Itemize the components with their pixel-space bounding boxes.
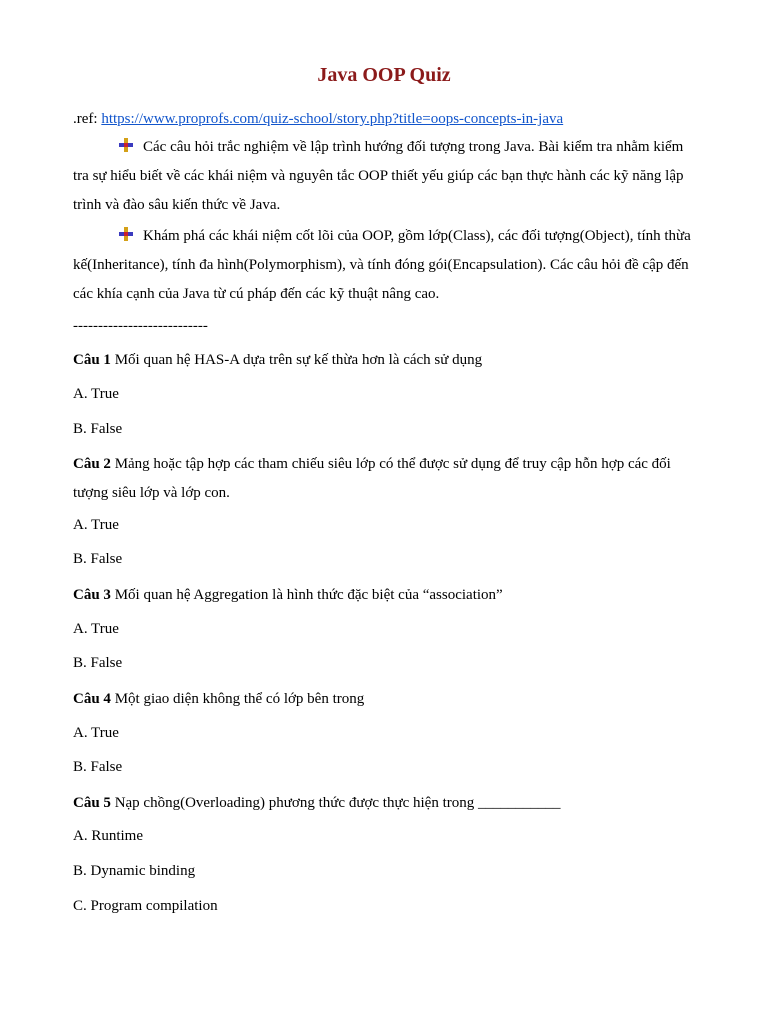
reference-link[interactable]: https://www.proprofs.com/quiz-school/story.php?title=oops-concepts-in-java [101, 111, 564, 127]
separator: --------------------------- [73, 318, 208, 334]
option-1a: A. True [73, 386, 119, 402]
option-4b: B. False [73, 759, 123, 775]
question-label: Câu 5 [73, 795, 111, 811]
question-label: Câu 2 [73, 456, 111, 472]
intro-text-2: Khám phá các khái niệm cốt lõi của OOP, gồm lớp(Class), các đối tượng(Object), tính thừa kế(Inheritance), tính đa hình(Polymorphism), và tính đóng gói(Encapsulation). Các câu hỏi đề cập đến các khía cạnh của Java từ cú pháp đến các kỹ thuật nâng cao. [73, 228, 691, 302]
option-2a: A. True [73, 517, 119, 533]
intro-text-1: Các câu hỏi trắc nghiệm về lập trình hướng đối tượng trong Java. Bài kiểm tra nhằm kiểm tra sự hiểu biết về các khái niệm và nguyên tắc OOP thiết yếu giúp các bạn thực hành các kỹ năng lập trình và đào sâu kiến thức về Java. [73, 139, 684, 213]
question-4 [73, 685, 695, 714]
question-5 [73, 789, 695, 818]
bullet-icon [119, 138, 133, 152]
reference-prefix: .ref: [73, 111, 102, 127]
question-text: Nạp chồng(Overloading) phương thức được thực hiện trong ___________ [110, 795, 561, 811]
option-5a: A. Runtime [73, 828, 143, 844]
question-label: Câu 1 [73, 352, 111, 368]
question-text: Một giao diện không thể có lớp bên trong [110, 691, 365, 707]
option-1b: B. False [73, 421, 123, 437]
option-2b: B. False [73, 551, 123, 567]
question-2 [73, 450, 695, 508]
intro-paragraph-1 [73, 133, 695, 220]
question-text: Mối quan hệ HAS-A dựa trên sự kế thừa hơn là cách sử dụng [110, 352, 483, 368]
option-3b: B. False [73, 655, 123, 671]
question-3 [73, 581, 695, 610]
reference-line [73, 111, 563, 128]
option-4a: A. True [73, 725, 119, 741]
question-text: Mối quan hệ Aggregation là hình thức đặc biệt của “association” [110, 587, 503, 603]
option-5b: B. Dynamic binding [73, 863, 196, 879]
question-label: Câu 4 [73, 691, 111, 707]
intro-paragraph-2 [73, 222, 695, 309]
option-3a: A. True [73, 621, 119, 637]
bullet-icon [119, 227, 133, 241]
page-title: Java OOP Quiz [317, 64, 451, 86]
option-5c: C. Program compilation [73, 898, 218, 914]
question-1 [73, 346, 695, 375]
question-label: Câu 3 [73, 587, 111, 603]
question-text: Mảng hoặc tập hợp các tham chiếu siêu lớp có thể được sử dụng để truy cập hỗn hợp các đối tượng siêu lớp và lớp con. [73, 456, 671, 501]
